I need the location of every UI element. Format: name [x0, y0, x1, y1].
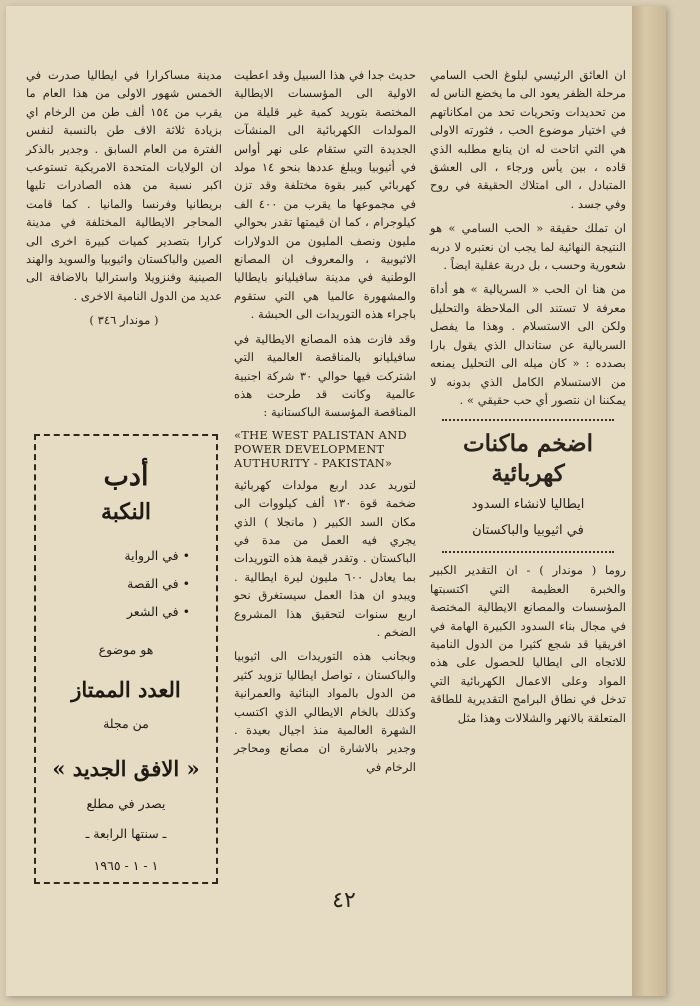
section-divider [442, 551, 614, 553]
article2-subhead: ايطاليا لانشاء السدود [471, 497, 585, 513]
page-number: ٤٢ [332, 888, 356, 913]
ad-genre-item: • في الشعر [36, 598, 190, 626]
article2-paragraph: حديث جدا في هذا السبيل وقد اعطيت الاولية الى المؤسسات الايطالية المختصة بتوريد كمية غير قليلة من المولدات الكهربائية الى المنشآت الجديدة التي ستقام على نهر أواس في أثيوبيا ويبلغ عددها بنحو ١٤ مولد كهربائي كبير بقوة مختلفة وقد تزن في مجموعها ما يقرب من ٤٠٠ الف كيلوجرام ، كما ان قيمتها تقدر بحوالي مليون ونصف المليون من الدولارات الاثيوبية ، والمعروف ان المصانع الوطنية في مدينة سافيليانو بايطاليا والمشهورة عالميا هي التي ستقوم باجراء هذه التوريدات الى الحبشة . [234, 68, 416, 322]
magazine-page [6, 6, 666, 996]
ad-special-issue: العدد الممتاز [71, 677, 181, 702]
ad-genre-item: • في الرواية [36, 542, 190, 570]
article2-paragraph: وقد فازت هذه المصانع الايطالية في سافيليانو بالمناقصة العالمية التي اشتركت فيها حوالي ٣٠ شركة اجنبية عالمية وكانت قد طرحت هذه المناقصة المؤسسة الباكستانية : [234, 331, 416, 420]
page-edge [632, 6, 666, 996]
ad-genre-item: • في القصة [36, 570, 190, 598]
ad-title: أدب [103, 461, 149, 492]
article2-paragraph: مدينة مساكرارا في ايطاليا صدرت في الخمس شهور الاولى من هذا العام ما يقرب من ١٥٤ ألف طن من الرخام اي بزيادة ثلاثة الاف طن بالنسبة لنفس الفترة من العام السابق . وجدير بالذكر ان الولايات المتحدة الامريكية تستوعب اكبر نسبة من هذه الصادرات تليها بريطانيا وفرنسا والمانيا . كما قامت المحاجر الايطالية المختلفة في مدينة كرارا بتصدير كميات كبيرة اخرى الى الصين والباكستان واثيوبيا والسويد والهند الصينية وفنزويلا واستراليا بالاضافة الى عديد من الدول النامية الاخرى . [26, 68, 222, 303]
column-middle [234, 66, 416, 782]
column-right [430, 66, 626, 733]
column-left [26, 66, 222, 336]
ad-from-line: من مجلة [103, 716, 149, 731]
article1-paragraph: ان تملك حقيقة « الحب السامي » هو النتيجة النهائية لما يجب ان نعتبره لا دربه شعورية وحسب ، بل دربة عقلية ايضاً . [430, 221, 626, 273]
article2-paragraph: روما ( موندار ) - ان التقدير الكبير والخبرة العظيمة التي اكتسبتها المؤسسات والمصانع الايطالية المختصة في مجال بناء السدود الكبيرة الهامة في افريقيا قد شجع كثيرا من الدول النامية للاتجاه الى ايطاليا للحصول على هذه المواد وعلى الاعمال الكهربائية التي تدخل في نطاق البرامج التقديرية للطاقة المتعلقة بالانهر والشلالات وهذا مثل [430, 563, 626, 725]
article1-paragraph: ان العائق الرئيسي لبلوغ الحب السامي مرحلة الظفر يعود الى ما يخضع الناس له من تحديدات وتحريات تحد من امكاناتهم في اختيار موضوع الحب ، فثورته الاولى هي التي اتاحت له ان يتابع مطلبه الذي قاده ، بين يأس ورجاء ، الى العشق المتبادل ، الى امتلاك الحقيقة في روح وفي جسد . [430, 68, 626, 211]
section-divider [442, 419, 614, 421]
ad-date: ١ - ١ - ١٩٦٥ [93, 858, 159, 873]
article-source: ( موندار ٣٤٦ ) [89, 313, 159, 328]
article2-paragraph: وبجانب هذه التوريدات الى اثيوبيا والباكستان ، تواصل ايطاليا تزويد كثير من الدول بالمواد البنائية والعمرانية وكذلك بالخام الايطالي الذي اكتسب الشهرة العالمية منذ اجيال بعيدة . وجدير بالاشارة ان مصانع ومحاجر الرخام في [234, 649, 416, 774]
ad-year: ـ سنتها الرابعة ـ [85, 826, 167, 841]
ad-genre-list [36, 542, 216, 626]
ad-subject-line: هو موضوع [98, 642, 154, 657]
english-organization-name: «THE WEST PALISTAN AND POWER DEVELOPMENT AUTHURITY - PAKISTAN» [234, 427, 407, 470]
article2-headline: اضخم ماكنات كهربائية [463, 430, 593, 488]
ad-published: يصدر في مطلع [86, 796, 166, 811]
magazine-advertisement [34, 434, 218, 884]
article2-subhead: في اثيوبيا والباكستان [472, 523, 584, 539]
ad-title: النكبة [100, 499, 152, 525]
article2-paragraph: لتوريد عدد اربع مولدات كهربائية ضخمة قوة ١٣٠ ألف كيلووات الى مكان السد الكبير ( مانجلا ) الذي يجري فيه العمل من مدة في الباكستان . وتقدر قيمة هذه التوريدات بما يعادل ٦٠٠ مليون ليرة ايطالية . ويبدو ان هذا العمل سيستغرق نحو اربع سنوات لتحقيق هذا المشروع الضخم . [234, 477, 416, 639]
ad-magazine-name: « الافق الجديد » [52, 756, 200, 781]
article1-paragraph: من هنا ان الحب « السريالية » هو أداة معرفة لا تستند الى الملاحظة والتحليل ولكن الى الاستسلام . وهذا ما يفصل السريالية عن ستاندال الذي يقول بارا بصدده : « كان ميله الى التحليل يمنعه من الاستسلام الكامل الذي بدونه لا يمكننا ان نتصور أي حب حقيقي » . [430, 282, 626, 407]
